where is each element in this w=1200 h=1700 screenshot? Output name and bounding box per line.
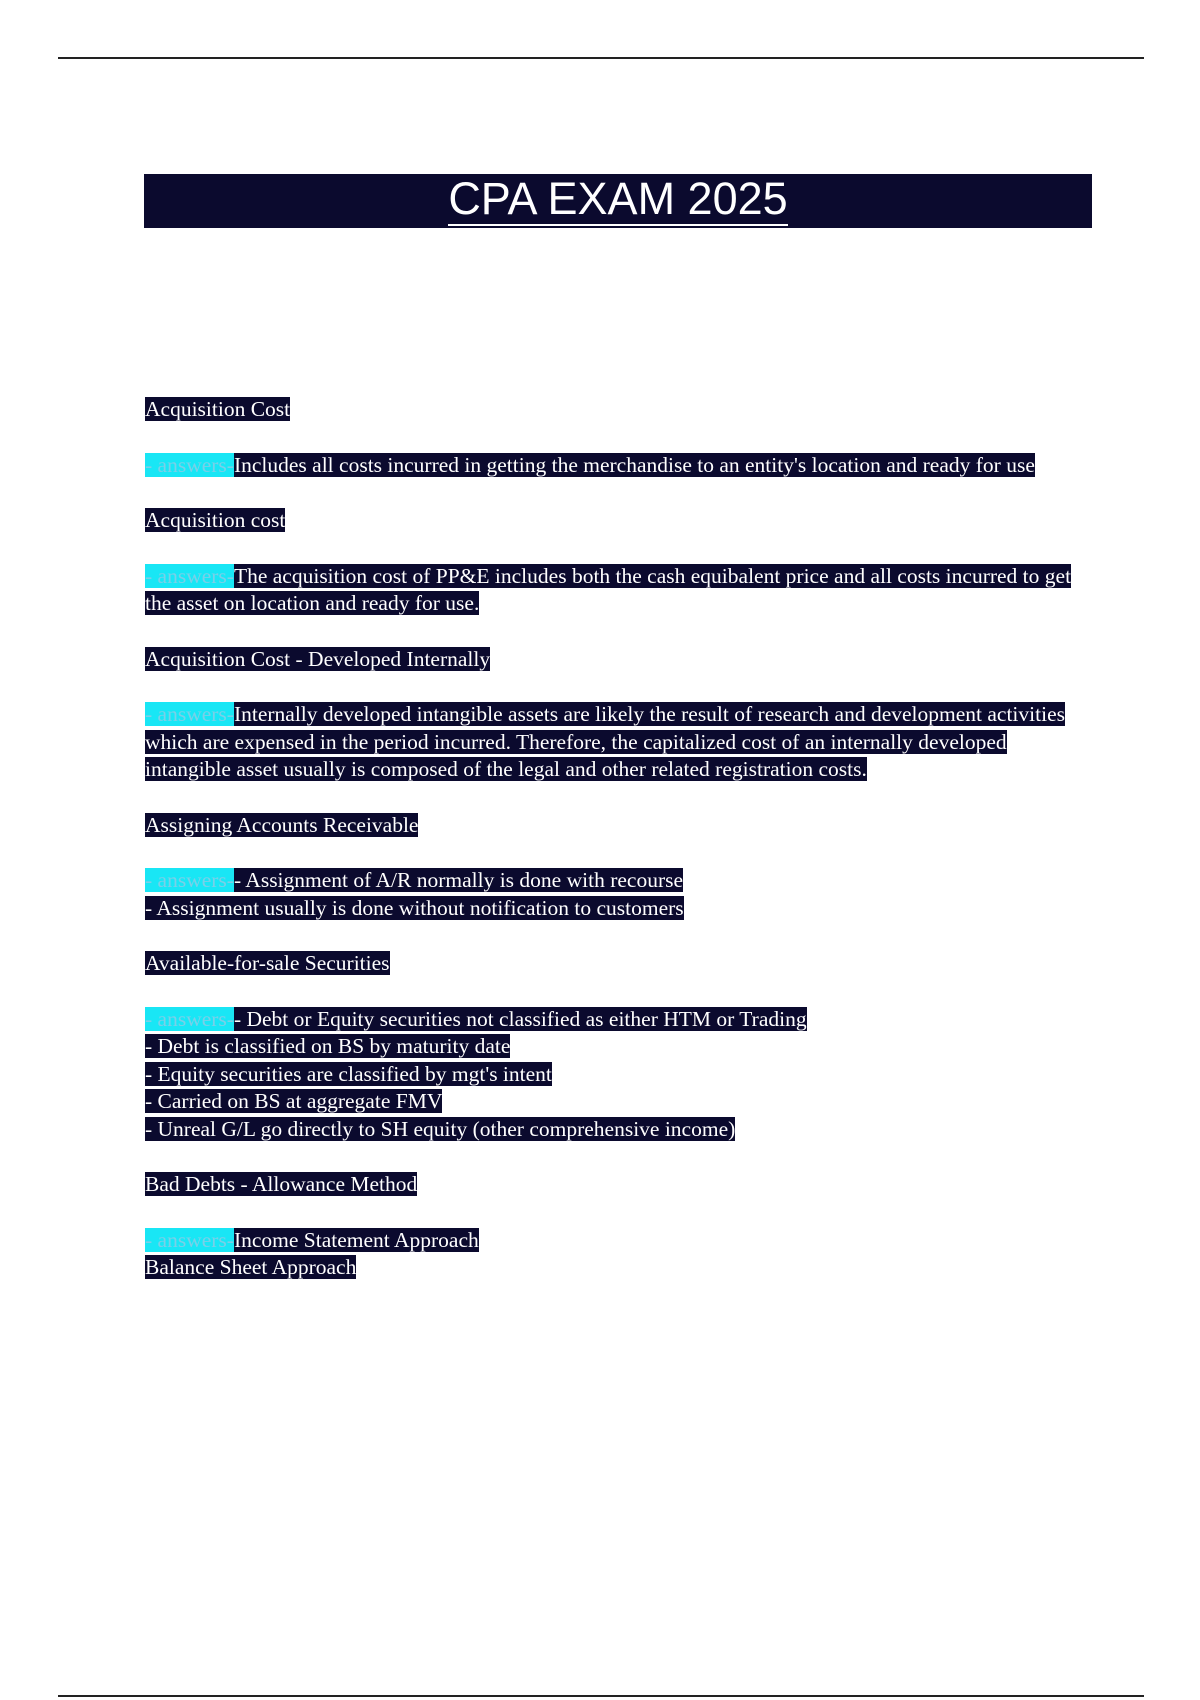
answer-tag: - answers- bbox=[145, 868, 234, 892]
entry-answer bbox=[145, 868, 683, 892]
answer-tag: - answers- bbox=[145, 1227, 234, 1252]
entry bbox=[145, 1171, 1093, 1282]
answer-line: - Equity securities are classified by mgt's intent bbox=[145, 1061, 552, 1086]
flashcard-list bbox=[145, 396, 1093, 1310]
bottom-rule bbox=[58, 1695, 1144, 1697]
answer-line: - Unreal G/L go directly to SH equity (other comprehensive income) bbox=[145, 1116, 736, 1141]
entry-answer bbox=[145, 1007, 807, 1031]
entry bbox=[145, 507, 1093, 618]
entry bbox=[145, 646, 1093, 784]
answer-line: Income Statement Approach bbox=[233, 1227, 479, 1252]
entry-answer bbox=[145, 702, 1065, 781]
answer-line: Balance Sheet Approach bbox=[145, 1255, 357, 1279]
answer-tag: - answers- bbox=[145, 563, 234, 588]
entry-term: Available-for-sale Securities bbox=[145, 951, 390, 975]
entry bbox=[145, 396, 1093, 479]
entry-term: Assigning Accounts Receivable bbox=[145, 812, 419, 837]
entry-term: Acquisition Cost - Developed Internally bbox=[145, 646, 491, 671]
entry-term: Acquisition cost bbox=[145, 508, 286, 532]
answer-line: - Debt or Equity securities not classified as either HTM or Trading bbox=[233, 1006, 807, 1031]
entry-answer bbox=[145, 453, 1035, 477]
entry bbox=[145, 812, 1093, 923]
answer-line: Includes all costs incurred in getting the merchandise to an entity's location and ready for use bbox=[233, 452, 1035, 477]
title-banner bbox=[144, 174, 1092, 228]
answer-tag: - answers- bbox=[145, 702, 234, 726]
answer-tag: - answers- bbox=[145, 452, 234, 477]
answer-line: Internally developed intangible assets are likely the result of research and development activities which are expensed in the period incurred. Therefore, the capitalized cost of an internally developed intangible asset usually is composed of the legal and other related registration costs. bbox=[145, 702, 1065, 781]
entry bbox=[145, 950, 1093, 1143]
answer-line: - Assignment usually is done without notification to customers bbox=[145, 895, 684, 920]
answer-line: - Debt is classified on BS by maturity date bbox=[145, 1034, 511, 1058]
entry-term: Bad Debts - Allowance Method bbox=[145, 1172, 418, 1196]
answer-tag: - answers- bbox=[145, 1006, 234, 1031]
entry-answer bbox=[145, 1228, 479, 1252]
entry-term: Acquisition Cost bbox=[145, 397, 291, 421]
answer-line: The acquisition cost of PP&E includes both the cash equibalent price and all costs incurred to get the asset on location and ready for use. bbox=[145, 563, 1072, 615]
top-rule bbox=[58, 57, 1144, 59]
answer-line: - Assignment of A/R normally is done with recourse bbox=[233, 868, 684, 892]
document-title: CPA EXAM 2025 bbox=[448, 173, 788, 224]
entry-answer bbox=[145, 564, 1071, 616]
answer-line: - Carried on BS at aggregate FMV bbox=[145, 1089, 443, 1113]
